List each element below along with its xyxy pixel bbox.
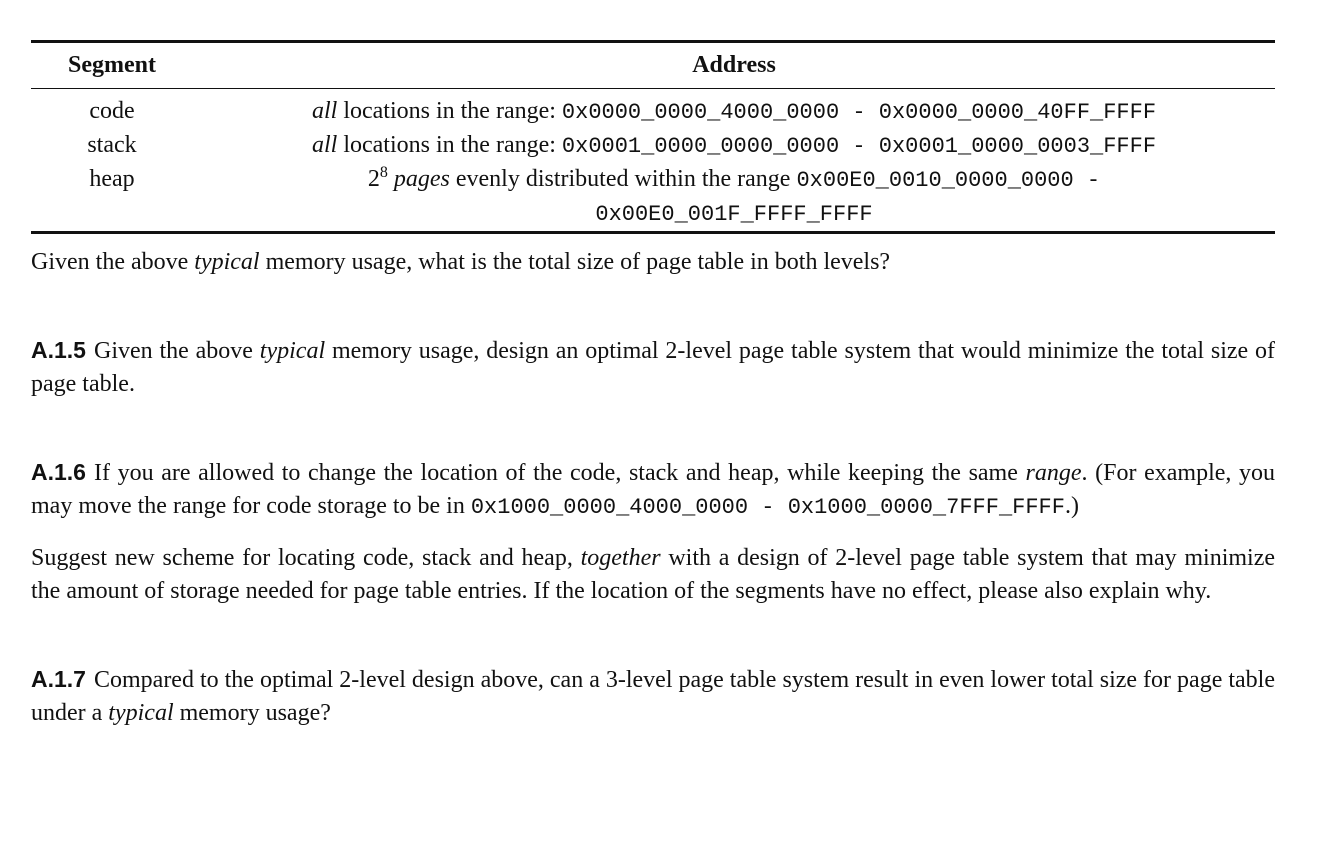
text: Suggest new scheme for locating code, stack and heap, xyxy=(31,545,581,571)
power-base: 2 xyxy=(367,166,380,192)
text: Compared to the optimal 2-level design above, can a 3-level page table system result in even lower total size for page table under a xyxy=(31,667,1275,726)
emphasis: typical xyxy=(259,338,326,364)
address-cell xyxy=(193,129,1275,163)
range-end: 0x1000_0000_7FFF_FFFF xyxy=(787,495,1065,520)
range-start: 0x1000_0000_4000_0000 xyxy=(470,495,749,520)
question-a15 xyxy=(31,334,1275,401)
text: memory usage, design an optimal 2-level page table system that would minimize the total size of page table. xyxy=(31,338,1276,397)
emphasis: pages xyxy=(393,166,450,192)
table-row-code xyxy=(31,89,1275,130)
text: Given the above xyxy=(31,249,195,275)
segment-address-table xyxy=(31,40,1275,234)
address-column-header: Address xyxy=(692,52,776,78)
question-label: A.1.5 xyxy=(31,337,86,363)
question-label: A.1.7 xyxy=(31,666,86,692)
segment-cell: stack xyxy=(87,132,137,158)
text: memory usage? xyxy=(173,700,331,726)
range-separator: - xyxy=(839,134,879,159)
address-text: evenly distributed within the range xyxy=(449,166,797,192)
question-a16 xyxy=(31,456,1275,524)
range-separator: - xyxy=(839,100,879,125)
segment-column-header: Segment xyxy=(68,52,156,78)
document-page xyxy=(31,40,1275,730)
text: .) xyxy=(1064,493,1079,519)
question-a17 xyxy=(31,663,1275,730)
question-label: A.1.6 xyxy=(31,459,86,485)
emphasis: all xyxy=(311,132,338,158)
emphasis: typical xyxy=(108,700,174,726)
range-start: 0x00E0_0010_0000_0000 xyxy=(796,168,1074,193)
emphasis: together xyxy=(580,545,661,571)
text: with a design of 2-level page table system that may minimize the amount of storage needed for page table entries. If the location of the segments have no effect, please also explain why. xyxy=(31,545,1276,604)
range-end: 0x00E0_001F_FFFF_FFFF xyxy=(595,202,873,227)
emphasis: typical xyxy=(194,249,260,275)
intro-question xyxy=(31,246,1275,279)
range-end: 0x0001_0000_0003_FFFF xyxy=(878,134,1157,159)
text: . (For example, you may move the range for code storage to be in xyxy=(31,460,1276,519)
segment-cell: heap xyxy=(89,166,135,192)
text: Given the above xyxy=(93,338,260,364)
table-row-heap xyxy=(31,163,1275,233)
power-exponent: 8 xyxy=(379,164,388,181)
emphasis: range xyxy=(1025,460,1082,486)
address-text: locations in the range: xyxy=(337,132,562,158)
emphasis: all xyxy=(311,98,338,124)
range-start: 0x0000_0000_4000_0000 xyxy=(561,100,840,125)
range-separator: - xyxy=(1073,168,1101,193)
address-text: locations in the range: xyxy=(337,98,562,124)
range-start: 0x0001_0000_0000_0000 xyxy=(561,134,840,159)
address-cell xyxy=(193,89,1275,130)
table-row-stack xyxy=(31,129,1275,163)
text: If you are allowed to change the location of the code, stack and heap, while keeping the same xyxy=(93,460,1026,486)
table-header-row xyxy=(31,42,1275,89)
text: memory usage, what is the total size of page table in both levels? xyxy=(259,249,891,275)
range-end: 0x0000_0000_40FF_FFFF xyxy=(878,100,1157,125)
range-separator: - xyxy=(748,495,788,520)
segment-cell: code xyxy=(89,98,135,124)
address-cell xyxy=(193,163,1275,233)
question-a16-paragraph-2 xyxy=(31,542,1275,608)
